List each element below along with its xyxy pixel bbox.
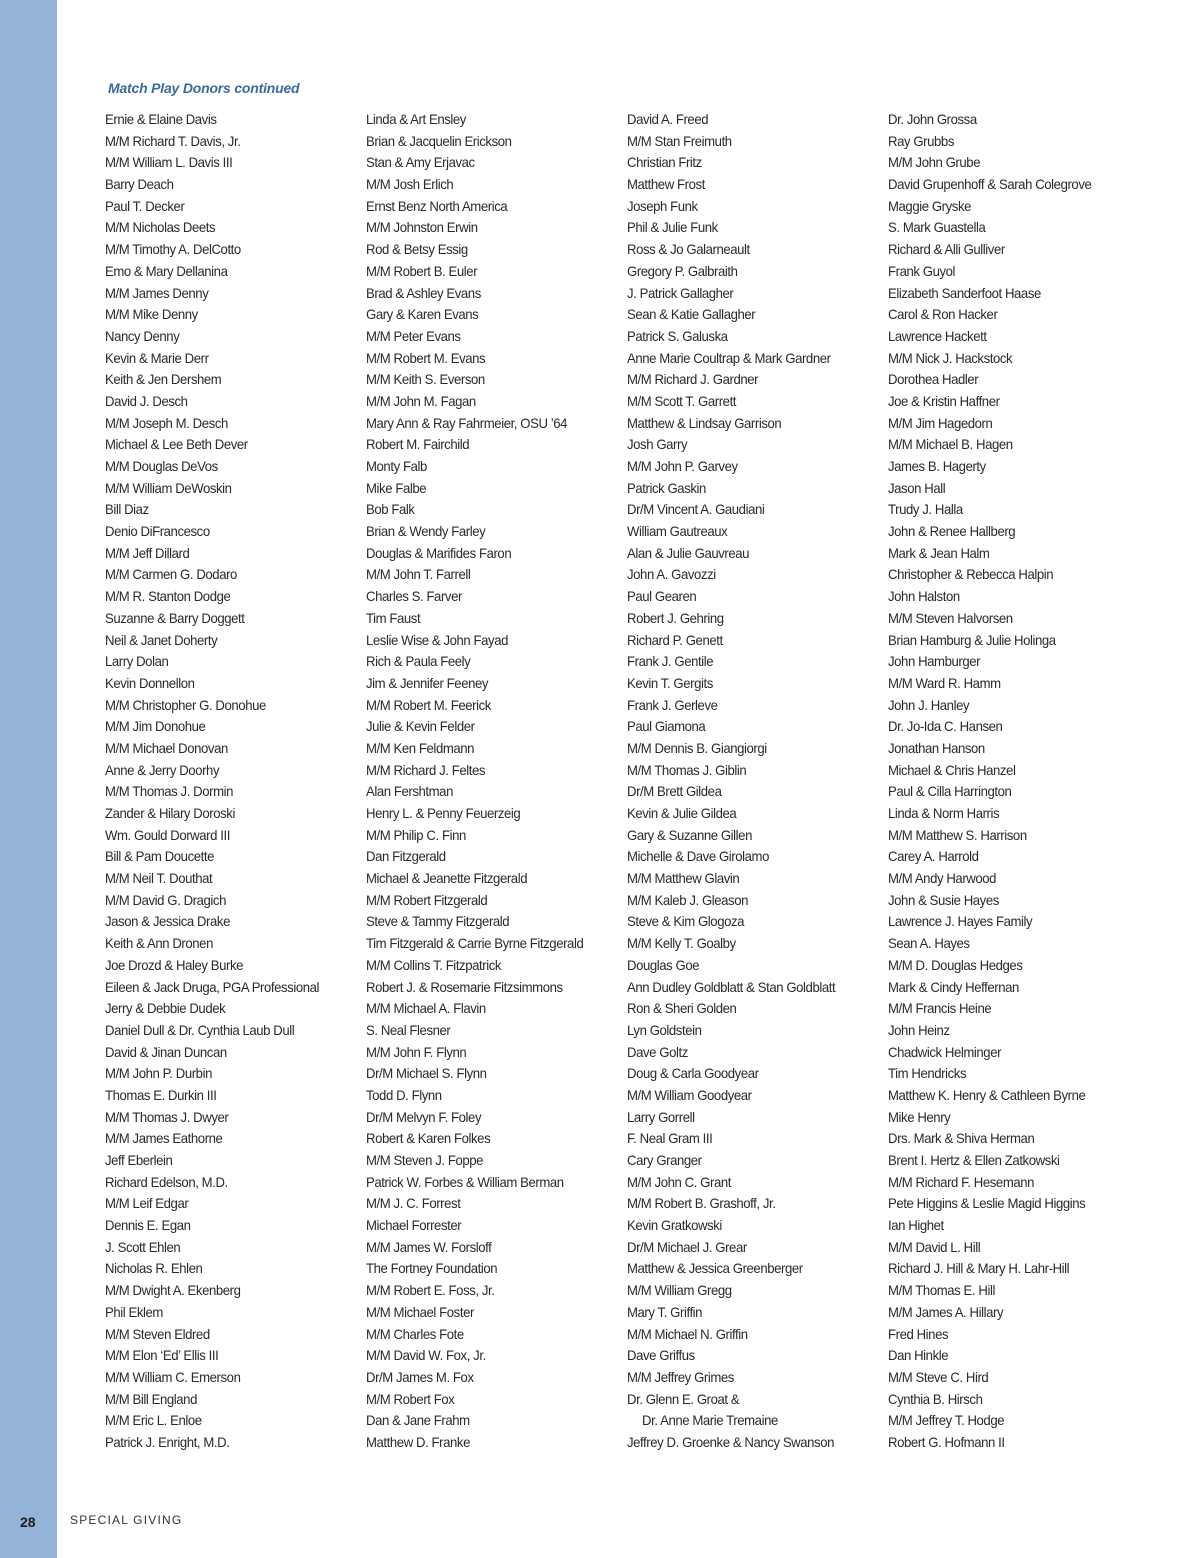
donor-name: Steve & Kim Glogoza — [627, 913, 745, 930]
donor-name: Dr. Jo-Ida C. Hansen — [888, 718, 1003, 735]
donor-name: M/M John M. Fagan — [366, 392, 476, 409]
donor-name: M/M John P. Garvey — [627, 458, 738, 474]
donor-name: Matthew & Lindsay Garrison — [627, 414, 782, 431]
donor-name: Rod & Betsy Essig — [366, 241, 468, 258]
donor-name: Robert G. Hofmann II — [888, 1433, 1005, 1450]
donor-name: Michael Forrester — [366, 1217, 462, 1234]
donor-name: M/M James Denny — [105, 284, 209, 301]
donor-name: Ron & Sheri Golden — [627, 1000, 737, 1017]
donor-name: M/M James Eathorne — [105, 1130, 223, 1147]
donor-name: M/M Jeffrey Grimes — [627, 1368, 734, 1385]
donor-name: Carol & Ron Hacker — [888, 306, 998, 323]
donor-name: Kevin & Marie Derr — [105, 349, 209, 366]
donor-name: Nicholas R. Ehlen — [105, 1260, 203, 1277]
donor-name: John Hamburger — [888, 653, 981, 670]
donor-name: Julie & Kevin Felder — [366, 718, 475, 735]
donor-name: M/M Josh Erlich — [366, 176, 454, 193]
donor-name: Gary & Karen Evans — [366, 306, 479, 323]
donor-name: M/M Thomas J. Dwyer — [105, 1108, 229, 1125]
donor-name: Gary & Suzanne Gillen — [627, 826, 752, 843]
donor-name: Mary T. Griffin — [627, 1303, 703, 1320]
donor-name: M/M Charles Fote — [366, 1325, 464, 1342]
donor-name: M/M Johnston Erwin — [366, 219, 478, 236]
donor-name: M/M Neil T. Douthat — [105, 870, 213, 887]
donor-name: Doug & Carla Goodyear — [627, 1065, 759, 1082]
donor-name: Dan Hinkle — [888, 1347, 949, 1364]
donor-name: Frank J. Gentile — [627, 653, 714, 670]
donor-name: Leslie Wise & John Fayad — [366, 631, 508, 648]
donor-name: Jeff Eberlein — [105, 1152, 173, 1168]
donor-name: Chadwick Helminger — [888, 1043, 1002, 1060]
donor-name: Bob Falk — [366, 501, 415, 518]
donor-name: M/M Keith S. Everson — [366, 371, 485, 388]
donor-name: Matthew D. Franke — [366, 1433, 470, 1450]
donor-name: Patrick S. Galuska — [627, 327, 728, 344]
donor-name: Robert J. & Rosemarie Fitzsimmons — [366, 978, 563, 995]
donor-name: Eileen & Jack Druga, PGA Professional — [105, 978, 320, 995]
donor-name: Bill Diaz — [105, 501, 149, 518]
donor-name: Sean & Katie Gallagher — [627, 306, 756, 323]
donor-name: Wm. Gould Dorward III — [105, 826, 230, 843]
donor-name: Patrick W. Forbes & William Berman — [366, 1173, 564, 1190]
donor-name: M/M William Gregg — [627, 1282, 732, 1299]
donor-name: Phil Eklem — [105, 1303, 163, 1320]
donor-name: Anne Marie Coultrap & Mark Gardner — [627, 349, 831, 366]
donor-name: Christopher & Rebecca Halpin — [888, 566, 1054, 583]
donor-name: Thomas E. Durkin III — [105, 1086, 217, 1103]
donor-name: David Grupenhoff & Sarah Colegrove — [888, 176, 1092, 193]
donor-name: Dan & Jane Frahm — [366, 1412, 470, 1429]
donor-name: Ernie & Elaine Davis — [105, 111, 217, 127]
donor-name: M/M Scott T. Garrett — [627, 392, 737, 409]
donor-name: M/M Collins T. Fitzpatrick — [366, 956, 502, 973]
donor-name: Dave Griffus — [627, 1347, 695, 1364]
donor-name: Charles S. Farver — [366, 588, 462, 605]
donor-name: Suzanne & Barry Doggett — [105, 609, 245, 626]
donor-name: Cary Granger — [627, 1152, 702, 1168]
donor-name: Michelle & Dave Girolamo — [627, 848, 769, 865]
donor-name: Robert M. Fairchild — [366, 436, 470, 453]
donor-name: Larry Dolan — [105, 653, 169, 670]
donor-name: Matthew Frost — [627, 176, 705, 193]
donor-name: M/M Robert M. Evans — [366, 349, 486, 366]
donor-column-4 — [888, 109, 1138, 1454]
donor-name: M/M Jeffrey T. Hodge — [888, 1412, 1005, 1429]
donor-name: Matthew K. Henry & Cathleen Byrne — [888, 1086, 1086, 1103]
donor-name: Mary Ann & Ray Fahrmeier, OSU ’64 — [366, 414, 568, 431]
donor-name: Dr/M James M. Fox — [366, 1368, 474, 1385]
donor-name: M/M John F. Flynn — [366, 1043, 467, 1060]
donor-name: Richard & Alli Gulliver — [888, 241, 1005, 258]
donor-name: M/M John P. Durbin — [105, 1065, 212, 1082]
donor-name: M/M R. Stanton Dodge — [105, 588, 231, 605]
donor-columns — [0, 109, 1200, 1469]
donor-name: S. Neal Flesner — [366, 1021, 451, 1038]
donor-name: Monty Falb — [366, 458, 427, 474]
donor-name: Jason & Jessica Drake — [105, 913, 230, 930]
donor-name: Carey A. Harrold — [888, 848, 979, 865]
donor-name: Joe & Kristin Haffner — [888, 392, 1000, 409]
donor-name: M/M Robert M. Feerick — [366, 696, 491, 713]
donor-name: F. Neal Gram III — [627, 1130, 713, 1147]
donor-name: Michael & Jeanette Fitzgerald — [366, 870, 528, 887]
donor-name: Tim Faust — [366, 609, 421, 626]
donor-name: Henry L. & Penny Feuerzeig — [366, 805, 521, 821]
donor-name: Sean A. Hayes — [888, 935, 970, 952]
donor-name: M/M Kaleb J. Gleason — [627, 891, 749, 908]
donor-name: M/M James W. Forsloff — [366, 1238, 492, 1255]
donor-name: Brian & Jacquelin Erickson — [366, 132, 512, 149]
donor-name: Jerry & Debbie Dudek — [105, 1000, 226, 1017]
donor-name: Frank J. Gerleve — [627, 696, 718, 713]
donor-name: M/M Stan Freimuth — [627, 132, 732, 149]
donor-name: Paul & Cilla Harrington — [888, 783, 1012, 800]
donor-name: M/M James A. Hillary — [888, 1303, 1004, 1320]
donor-name: M/M David L. Hill — [888, 1238, 981, 1255]
donor-name: M/M Matthew S. Harrison — [888, 826, 1027, 843]
donor-column-1 — [105, 109, 355, 1454]
donor-name: Phil & Julie Funk — [627, 219, 718, 236]
donor-name: Dan Fitzgerald — [366, 848, 446, 865]
donor-name: Douglas & Marifides Faron — [366, 544, 512, 561]
donor-name: Joseph Funk — [627, 197, 698, 214]
donor-name: Richard Edelson, M.D. — [105, 1173, 228, 1190]
donor-name: Ann Dudley Goldblatt & Stan Goldblatt — [627, 978, 836, 995]
donor-name: Jason Hall — [888, 479, 946, 496]
donor-name: Stan & Amy Erjavac — [366, 154, 475, 171]
donor-name: M/M Carmen G. Dodaro — [105, 566, 237, 583]
donor-name: John A. Gavozzi — [627, 566, 716, 583]
donor-name: M/M Jim Donohue — [105, 718, 206, 735]
donor-name: M/M Robert B. Euler — [366, 262, 478, 279]
donor-name: Drs. Mark & Shiva Herman — [888, 1130, 1035, 1147]
donor-name: M/M William C. Emerson — [105, 1368, 241, 1385]
donor-name: Patrick J. Enright, M.D. — [105, 1433, 230, 1450]
donor-name: John J. Hanley — [888, 696, 970, 713]
donor-name: Mike Henry — [888, 1108, 951, 1125]
donor-name: M/M Philip C. Finn — [366, 826, 466, 843]
donor-name: John Heinz — [888, 1021, 950, 1038]
donor-name: M/M Jeff Dillard — [105, 544, 190, 561]
donor-name: Paul Giamona — [627, 718, 706, 735]
donor-name: M/M Timothy A. DelCotto — [105, 241, 241, 258]
donor-name: Fred Hines — [888, 1325, 949, 1342]
donor-name: M/M David W. Fox, Jr. — [366, 1347, 486, 1364]
donor-name: M/M Christopher G. Donohue — [105, 696, 266, 713]
donor-name: M/M David G. Dragich — [105, 891, 226, 908]
donor-name: Brian Hamburg & Julie Holinga — [888, 631, 1056, 648]
donor-name: M/M Richard J. Gardner — [627, 371, 759, 388]
donor-name: Daniel Dull & Dr. Cynthia Laub Dull — [105, 1021, 295, 1038]
donor-name: M/M Andy Harwood — [888, 870, 997, 887]
donor-name: Mark & Cindy Heffernan — [888, 978, 1019, 995]
donor-name: M/M Michael N. Griffin — [627, 1325, 748, 1342]
donor-name: M/M Ward R. Hamm — [888, 674, 1001, 691]
donor-name: Zander & Hilary Doroski — [105, 805, 235, 821]
donor-name: Alan & Julie Gauvreau — [627, 544, 750, 561]
donor-name: Lawrence Hackett — [888, 327, 987, 344]
donor-name: Christian Fritz — [627, 154, 702, 171]
donor-name: M/M Michael Donovan — [105, 739, 228, 756]
donor-name: Todd D. Flynn — [366, 1086, 442, 1103]
donor-name: M/M Michael B. Hagen — [888, 436, 1013, 453]
donor-name: Barry Deach — [105, 176, 174, 193]
donor-name: Kevin & Julie Gildea — [627, 805, 737, 821]
donor-name: Dr. Anne Marie Tremaine — [642, 1412, 778, 1429]
donor-name: Jeffrey D. Groenke & Nancy Swanson — [627, 1433, 835, 1450]
donor-name: Mark & Jean Halm — [888, 544, 990, 561]
donor-name: Mike Falbe — [366, 479, 427, 496]
donor-name: Jonathan Hanson — [888, 739, 985, 756]
donor-name: Dennis E. Egan — [105, 1217, 191, 1234]
donor-name: David A. Freed — [627, 111, 709, 127]
donor-name: J. Scott Ehlen — [105, 1238, 181, 1255]
donor-name: M/M D. Douglas Hedges — [888, 956, 1023, 973]
donor-name: Steve & Tammy Fitzgerald — [366, 913, 510, 930]
donor-name: Tim Hendricks — [888, 1065, 967, 1082]
donor-name: M/M William L. Davis III — [105, 154, 233, 171]
donor-name: M/M Joseph M. Desch — [105, 414, 228, 431]
donor-name: M/M Jim Hagedorn — [888, 414, 993, 431]
donor-name: M/M Dwight A. Ekenberg — [105, 1282, 241, 1299]
donor-name: J. Patrick Gallagher — [627, 284, 734, 301]
donor-name: John Halston — [888, 588, 960, 605]
donor-name: William Gautreaux — [627, 523, 728, 540]
donor-name: Bill & Pam Doucette — [105, 848, 214, 865]
donor-name: M/M Michael A. Flavin — [366, 1000, 486, 1017]
donor-name: M/M Robert E. Foss, Jr. — [366, 1282, 495, 1299]
donor-name: Douglas Goe — [627, 956, 700, 973]
donor-name: Dr. John Grossa — [888, 111, 977, 127]
donor-name: Joe Drozd & Haley Burke — [105, 956, 244, 973]
donor-column-3 — [627, 109, 877, 1454]
donor-name: M/M Peter Evans — [366, 327, 461, 344]
donor-name: M/M Elon ‘Ed’ Ellis III — [105, 1347, 219, 1364]
donor-name: M/M Bill England — [105, 1390, 197, 1407]
donor-name: Emo & Mary Dellanina — [105, 262, 228, 279]
donor-name: M/M Richard F. Hesemann — [888, 1173, 1035, 1190]
donor-name: Robert & Karen Folkes — [366, 1130, 491, 1147]
donor-name: Kevin T. Gergits — [627, 674, 713, 691]
donor-name: Paul Gearen — [627, 588, 697, 605]
donor-name: M/M Leif Edgar — [105, 1195, 189, 1212]
donor-name: M/M Thomas E. Hill — [888, 1282, 995, 1299]
donor-name: Matthew & Jessica Greenberger — [627, 1260, 803, 1277]
donor-name: James B. Hagerty — [888, 458, 986, 474]
donor-name: M/M Douglas DeVos — [105, 458, 218, 474]
donor-name: Alan Fershtman — [366, 783, 453, 800]
section-footer: SPECIAL GIVING — [70, 1513, 183, 1527]
donor-name: M/M Steve C. Hird — [888, 1368, 989, 1385]
donor-name: Dave Goltz — [627, 1043, 688, 1060]
donor-name: Keith & Ann Dronen — [105, 935, 213, 952]
donor-name: Dr. Glenn E. Groat & — [627, 1390, 740, 1407]
donor-name: M/M William Goodyear — [627, 1086, 752, 1103]
donor-name: Rich & Paula Feely — [366, 653, 471, 670]
donor-name: Nancy Denny — [105, 327, 180, 344]
donor-name: David J. Desch — [105, 392, 188, 409]
donor-name: Patrick Gaskin — [627, 479, 706, 496]
donor-name: Kevin Gratkowski — [627, 1217, 722, 1234]
donor-name: Keith & Jen Dershem — [105, 371, 222, 388]
donor-name: M/M William DeWoskin — [105, 479, 232, 496]
donor-name: Dorothea Hadler — [888, 371, 979, 388]
donor-name: Brad & Ashley Evans — [366, 284, 481, 301]
donor-name: Ernst Benz North America — [366, 197, 508, 214]
donor-name: M/M Thomas J. Dormin — [105, 783, 234, 800]
donor-name: S. Mark Guastella — [888, 219, 986, 236]
donor-name: Dr/M Melvyn F. Foley — [366, 1108, 482, 1125]
donor-name: Dr/M Michael S. Flynn — [366, 1065, 487, 1082]
donor-name: The Fortney Foundation — [366, 1260, 498, 1277]
donor-name: M/M Steven Halvorsen — [888, 609, 1013, 626]
donor-name: M/M Steven J. Foppe — [366, 1152, 484, 1168]
donor-name: Lawrence J. Hayes Family — [888, 913, 1033, 930]
donor-name: Frank Guyol — [888, 262, 956, 279]
donor-name: Dr/M Michael J. Grear — [627, 1238, 747, 1255]
donor-name: Michael & Lee Beth Dever — [105, 436, 248, 453]
donor-name: M/M J. C. Forrest — [366, 1195, 461, 1212]
donor-name: Pete Higgins & Leslie Magid Higgins — [888, 1195, 1086, 1212]
donor-name: Gregory P. Galbraith — [627, 262, 738, 279]
donor-name: M/M Steven Eldred — [105, 1325, 210, 1342]
donor-name: Brent I. Hertz & Ellen Zatkowski — [888, 1152, 1060, 1168]
donor-name: Richard P. Genett — [627, 631, 723, 648]
donor-name: Richard J. Hill & Mary H. Lahr-Hill — [888, 1260, 1070, 1277]
donor-name: Linda & Norm Harris — [888, 805, 1000, 821]
donor-name: M/M Nick J. Hackstock — [888, 349, 1013, 366]
donor-name: Ray Grubbs — [888, 132, 954, 149]
donor-name: M/M John Grube — [888, 154, 981, 171]
donor-name: Robert J. Gehring — [627, 609, 724, 626]
donor-name: Dr/M Brett Gildea — [627, 783, 722, 800]
donor-name: M/M Michael Foster — [366, 1303, 474, 1320]
donor-name: Anne & Jerry Doorhy — [105, 761, 220, 778]
donor-name: M/M Richard J. Feltes — [366, 761, 486, 778]
donor-name: M/M Robert Fox — [366, 1390, 455, 1407]
donor-name: M/M Nicholas Deets — [105, 219, 216, 236]
donor-name: M/M Robert B. Grashoff, Jr. — [627, 1195, 776, 1212]
donor-name: M/M Robert Fitzgerald — [366, 891, 488, 908]
donor-name: John & Renee Hallberg — [888, 523, 1016, 540]
donor-name: M/M Francis Heine — [888, 1000, 992, 1017]
donor-name: M/M Kelly T. Goalby — [627, 935, 736, 952]
donor-name: M/M Eric L. Enloe — [105, 1412, 202, 1429]
donor-name: Cynthia B. Hirsch — [888, 1390, 983, 1407]
donor-name: M/M Mike Denny — [105, 306, 198, 323]
donor-name: Josh Garry — [627, 436, 688, 453]
donor-name: Linda & Art Ensley — [366, 111, 466, 127]
donor-name: M/M Thomas J. Giblin — [627, 761, 747, 778]
donor-name: Ian Highet — [888, 1217, 944, 1234]
donor-name: M/M Ken Feldmann — [366, 739, 475, 756]
donor-name: Kevin Donnellon — [105, 674, 195, 691]
donor-name: Elizabeth Sanderfoot Haase — [888, 284, 1041, 301]
donor-name: Maggie Gryske — [888, 197, 971, 214]
donor-name: Lyn Goldstein — [627, 1021, 702, 1038]
donor-name: M/M John C. Grant — [627, 1173, 731, 1190]
donor-name: Denio DiFrancesco — [105, 523, 210, 540]
donor-name: Michael & Chris Hanzel — [888, 761, 1016, 778]
page-number: 28 — [20, 1514, 36, 1530]
donor-name: Dr/M Vincent A. Gaudiani — [627, 501, 765, 518]
donor-name: Paul T. Decker — [105, 197, 185, 214]
donor-name: David & Jinan Duncan — [105, 1043, 227, 1060]
donor-name: Tim Fitzgerald & Carrie Byrne Fitzgerald — [366, 935, 584, 952]
donor-name: Neil & Janet Doherty — [105, 631, 218, 648]
donor-name: M/M Richard T. Davis, Jr. — [105, 132, 241, 149]
donor-name: Jim & Jennifer Feeney — [366, 674, 489, 691]
donor-column-2 — [366, 109, 616, 1454]
donor-name: John & Susie Hayes — [888, 891, 999, 908]
donor-name: M/M John T. Farrell — [366, 566, 471, 583]
donor-name: Trudy J. Halla — [888, 501, 963, 518]
donor-name: M/M Dennis B. Giangiorgi — [627, 739, 767, 756]
section-heading: Match Play Donors continued — [108, 80, 300, 96]
donor-name: Brian & Wendy Farley — [366, 523, 486, 540]
donor-name: Larry Gorrell — [627, 1108, 695, 1125]
donor-name: Ross & Jo Galarneault — [627, 241, 750, 258]
donor-name: M/M Matthew Glavin — [627, 870, 740, 887]
